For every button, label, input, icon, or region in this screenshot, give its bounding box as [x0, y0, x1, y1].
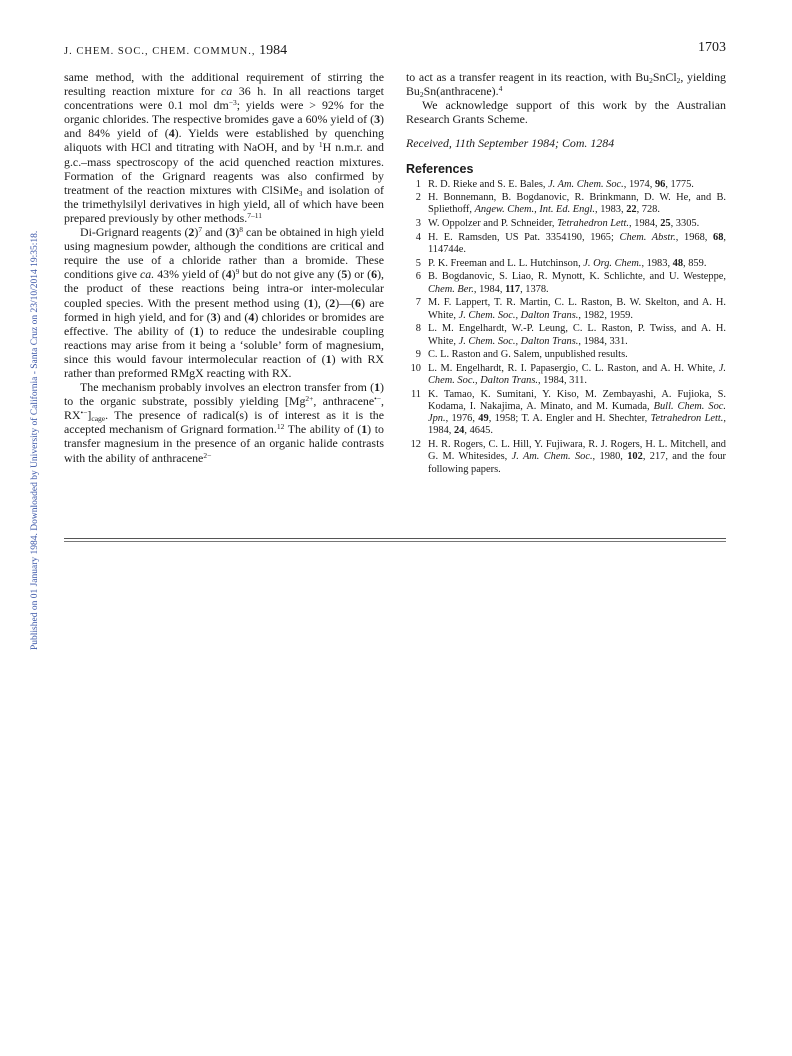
reference-item [406, 389, 726, 438]
reference-number: 5 [415, 257, 421, 269]
paragraph-3: The mechanism probably involves an electron transfer from (1) to the organic substrate, possibly yielding [$Mg^{2+}$, anthracene•−, $RX^{•-}]_{cage}$. The presence of radical(s) is of interest as it is the accepted mechanism of Grignard formation.$^{12}$ The ability of (1) to transfer magnesium in the presence of an organic halide contrasts with the ability of anthracene$^{2-}$ [64, 380, 384, 465]
reference-number: 12 [410, 439, 421, 451]
running-header [64, 43, 287, 59]
reference-number: 10 [410, 362, 421, 374]
reference-text: H. E. Ramsden, US Pat. 3354190, 1965; Chem. Abstr., 1968, 68, 114744e. [428, 231, 726, 256]
references-heading: References [406, 162, 474, 177]
download-watermark [16, 150, 40, 660]
reference-number: 9 [415, 349, 421, 361]
reference-item [406, 439, 726, 476]
reference-number: 7 [415, 297, 421, 309]
reference-item [406, 349, 726, 361]
journal-year: 1984 [259, 43, 288, 58]
reference-item [406, 192, 726, 216]
reference-text: R. D. Rieke and S. E. Bales, J. Am. Chem. Soc., 1974, 96, 1775. [428, 178, 694, 190]
reference-text: K. Tamao, K. Sumitani, Y. Kiso, M. Zembayashi, A. Fujioka, S. Kodama, I. Nakajima, A. Minato, and M. Kumada, Bull. Chem. Soc. Jpn., 1976, 49, 1958; T. A. Engler and H. Shechter, Tetrahedron Lett., 1984, 24, 4645. [428, 388, 726, 437]
reference-item [406, 218, 726, 230]
left-column [64, 70, 384, 465]
reference-number: 8 [415, 323, 421, 335]
references-list [406, 179, 726, 476]
reference-item [406, 258, 726, 270]
acknowledgement: We acknowledge support of this work by the Australian Research Grants Scheme. [406, 98, 726, 127]
reference-text: L. M. Engelhardt, R. I. Papasergio, C. L. Raston, and A. H. White, J. Chem. Soc., Dalton Trans., 1984, 311. [428, 362, 726, 387]
journal-name: J. CHEM. SOC., CHEM. COMMUN., [64, 46, 256, 57]
reference-number: 1 [415, 178, 421, 190]
reference-item [406, 271, 726, 295]
reference-text: L. M. Engelhardt, W.-P. Leung, C. L. Raston, P. Twiss, and A. H. White, J. Chem. Soc., Dalton Trans., 1984, 331. [428, 323, 726, 347]
reference-number: 6 [415, 271, 421, 283]
reference-text: H. Bonnemann, B. Bogdanovic, R. Brinkmann, D. W. He, and B. Spliethoff, Angew. Chem., Int. Ed. Engl., 1983, 22, 728. [428, 192, 726, 216]
download-watermark-text: Published on 01 January 1984. Downloaded by University of California - Santa Cruz on 23/10/2014 19:35:18. [30, 230, 40, 650]
page-divider [64, 538, 726, 539]
paragraph-1: same method, with the additional requirement of stirring the resulting reaction mixture for ca 36 h. In all reactions target concentrations were 0.1 mol $dm^{-3}$; yields were > 92% for the organic chlorides. The respective bromides gave a 60% yield of (3) and 84% yield of (4). Yields were established by quenching aliquots with HCl and titrating with NaOH, and by $^1$H n.m.r. and g.c.–mass spectroscopy of the acid quenched reaction mixtures. Formation of the Grignard reagents was also confirmed by treatment of the reaction mixtures with ClSiMe$_3$ and isolation of the trimethylsilyl derivatives in high yield, all of which have been prepared previously by other methods.$^{7-11}$ [64, 70, 384, 225]
reference-item [406, 297, 726, 321]
reference-text: P. K. Freeman and L. L. Hutchinson, J. Org. Chem., 1983, 48, 859. [428, 257, 707, 269]
reference-text: W. Oppolzer and P. Schneider, Tetrahedron Lett., 1984, 25, 3305. [428, 218, 700, 230]
reference-text: H. R. Rogers, C. L. Hill, Y. Fujiwara, R. J. Rogers, H. L. Mitchell, and G. M. Whitesides, J. Am. Chem. Soc., 1980, 102, 217, and the four following papers. [428, 439, 727, 475]
reference-item [406, 232, 726, 256]
right-column [406, 70, 726, 477]
page-number: 1703 [698, 40, 726, 55]
paragraph-4: to act as a transfer reagent in its reaction, with $Bu_2SnCl_2$, yielding $Bu_2Sn(anthracene).^4$ [406, 70, 727, 100]
reference-number: 3 [415, 218, 421, 230]
reference-item [406, 179, 726, 191]
received-date: Received, 11th September 1984; Com. 1284 [406, 136, 615, 151]
reference-number: 2 [415, 192, 421, 204]
reference-item [406, 363, 726, 387]
page-divider-secondary [64, 541, 726, 542]
reference-text: B. Bogdanovic, S. Liao, R. Mynott, K. Schlichte, and U. Westeppe, Chem. Ber., 1984, 117, 1378. [428, 271, 726, 295]
reference-text: M. F. Lappert, T. R. Martin, C. L. Raston, B. W. Skelton, and A. H. White, J. Chem. Soc., Dalton Trans., 1982, 1959. [428, 297, 726, 321]
reference-item [406, 323, 726, 347]
paragraph-2: Di-Grignard reagents $(2)^7$ and $(3)^8$ can be obtained in high yield using magnesium powder, although the conditions are critical and require the use of a chloride rather than a bromide. These conditions give ca. 43% yield of $(4)^9$ but do not give any (5) or (6), the product of these reactions being intra-or inter-molecular coupled species. With the present method using (1), (2)—(6) are formed in high yield, and for (3) and (4) chlorides or bromides are effective. The ability of (1) to reduce the undesirable coupling reactions may arise from it being a ‘soluble’ form of magnesium, since this would favour intermolecular reaction of (1) with RX rather than preformed RMgX reacting with RX. [64, 225, 385, 380]
reference-text: C. L. Raston and G. Salem, unpublished results. [428, 349, 628, 361]
reference-number: 11 [410, 388, 421, 400]
reference-number: 4 [415, 231, 421, 243]
